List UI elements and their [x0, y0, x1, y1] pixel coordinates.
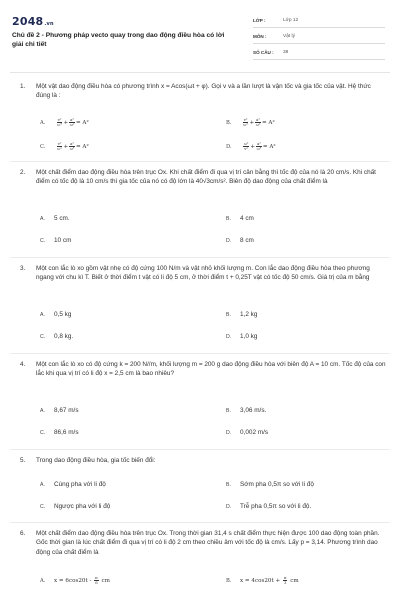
header-divider	[10, 72, 390, 73]
option-a[interactable]: A. $\frac{\text{v²}}{\text{ω⁴}}$ + $\frac{\text{a²}}{\text{ω²}}$ = A²	[40, 117, 89, 127]
question-divider	[10, 522, 390, 523]
option-d[interactable]: D. 8 cm	[226, 237, 254, 244]
option-b[interactable]: B. x = 4cos20t + $\frac{\pi}{3}$ cm	[226, 575, 299, 585]
meta-count-label: SỐ CÂU :	[253, 50, 274, 56]
option-a[interactable]: A. x = 6cos20t - $\frac{\pi}{6}$ cm	[40, 575, 110, 585]
question-divider	[10, 353, 390, 354]
question-text: Trong dao động điều hòa, gia tốc biến đổi:	[36, 457, 156, 464]
site-logo[interactable]: 2048.vn	[12, 15, 54, 28]
meta-class-label: LỚP :	[253, 18, 266, 24]
question-text: Một chất điểm dao động điều hòa trên trục Ox. Khi chất điểm đi qua vị trí cân bằng thì tốc độ của nó là 20 cm/s. Khi chất điểm có tốc độ là 10 cm/s thì gia tốc của nó có độ lớn là 40√3cm/s². Biên độ dao động của chất điểm là	[36, 169, 376, 186]
option-b[interactable]: B. 3,06 m/s.	[226, 407, 267, 414]
meta-count	[253, 48, 385, 60]
question-number: 5.	[20, 457, 26, 464]
question-divider	[10, 161, 390, 162]
question-divider	[10, 449, 390, 450]
option-d[interactable]: D. 1,0 kg	[226, 333, 258, 340]
option-c[interactable]: C. $\frac{\text{v²}}{\text{ω²}}$ + $\frac{\text{a²}}{\text{ω⁴}}$ = A²	[40, 141, 89, 151]
question-divider	[10, 257, 390, 258]
question-text: Một con lắc lò xo gồm vật nhẹ có độ cứng 100 N/m và vật nhỏ khối lượng m. Con lắc dao động điều hòa theo phương ngang với chu kì T. Biết ở thời điểm t vật có li độ 5 cm, ở thời điểm t + 0,25T vật có tốc độ 50 cm/s. Giá trị của m bằng	[36, 265, 370, 282]
option-b[interactable]: B. $\frac{\text{v²}}{\text{ω²}}$ + $\frac{\text{a²}}{\text{ω²}}$ = A²	[226, 117, 275, 127]
option-a[interactable]: A. Cùng pha với li độ	[40, 481, 106, 488]
question-number: 6.	[20, 530, 26, 537]
meta-subject-label: MÔN :	[253, 34, 267, 40]
question-number: 1.	[20, 83, 26, 90]
question-text: Một con lắc lò xo có độ cứng k = 200 N//m, khối lượng m = 200 g dao động điều hòa với biên độ A = 10 cm. Tốc độ của con lắc khi qua vị trí có li độ x = 2,5 cm là bao nhiêu?	[36, 361, 386, 378]
option-b[interactable]: B. 4 cm	[226, 215, 254, 222]
question-number: 2.	[20, 169, 26, 176]
option-a[interactable]: A. 0,5 kg	[40, 311, 72, 318]
meta-subject-value: Vật lý	[283, 34, 295, 40]
option-d[interactable]: D. Trễ pha 0,5π so với li độ.	[226, 503, 312, 510]
option-c[interactable]: C. 86,6 m/s	[40, 429, 79, 436]
option-b[interactable]: B. Sớm pha 0,5π so với li độ	[226, 481, 314, 488]
option-c[interactable]: C. 0,8 kg.	[40, 333, 74, 340]
option-a[interactable]: A. 8,67 m/s	[40, 407, 79, 414]
meta-class	[253, 16, 385, 28]
option-d[interactable]: D. $\frac{\text{ω²}}{\text{v²}}$ + $\frac{\text{a²}}{\text{ω⁴}}$ = A²	[226, 141, 276, 151]
meta-subject	[253, 32, 385, 44]
question-number: 3.	[20, 265, 26, 272]
option-a[interactable]: A. 5 cm.	[40, 215, 70, 222]
meta-class-value: Lớp 12	[283, 18, 299, 24]
question-text: Một vật dao động điều hòa có phương trình x = Acos(ωt + φ). Gọi v và a lần lượt là vận tốc và gia tốc của vật. Hệ thức đúng là :	[36, 83, 371, 100]
option-b[interactable]: B. 1,2 kg	[226, 311, 258, 318]
meta-count-value: 38	[283, 50, 289, 56]
option-d[interactable]: D. 0,002 m/s	[226, 429, 269, 436]
option-c[interactable]: C. 10 cm	[40, 237, 72, 244]
question-text: Một chất điểm dao động điều hòa trên trục Ox. Trong thời gian 31,4 s chất điểm thực hiện được 100 dao động toàn phần. Gốc thời gian là lúc chất điểm đi qua vị trí có li độ 2 cm theo chiều âm với tốc độ là cm/s. Lấy p = 3,14. Phương trình dao động của chất điểm là	[36, 530, 380, 556]
question-number: 4.	[20, 361, 26, 368]
option-c[interactable]: C. Ngược pha với li độ	[40, 503, 111, 510]
meta-panel	[253, 16, 385, 60]
page-title: Chủ đề 2 - Phương pháp vecto quay trong dao động điều hòa có lời giải chi tiết	[12, 32, 225, 49]
